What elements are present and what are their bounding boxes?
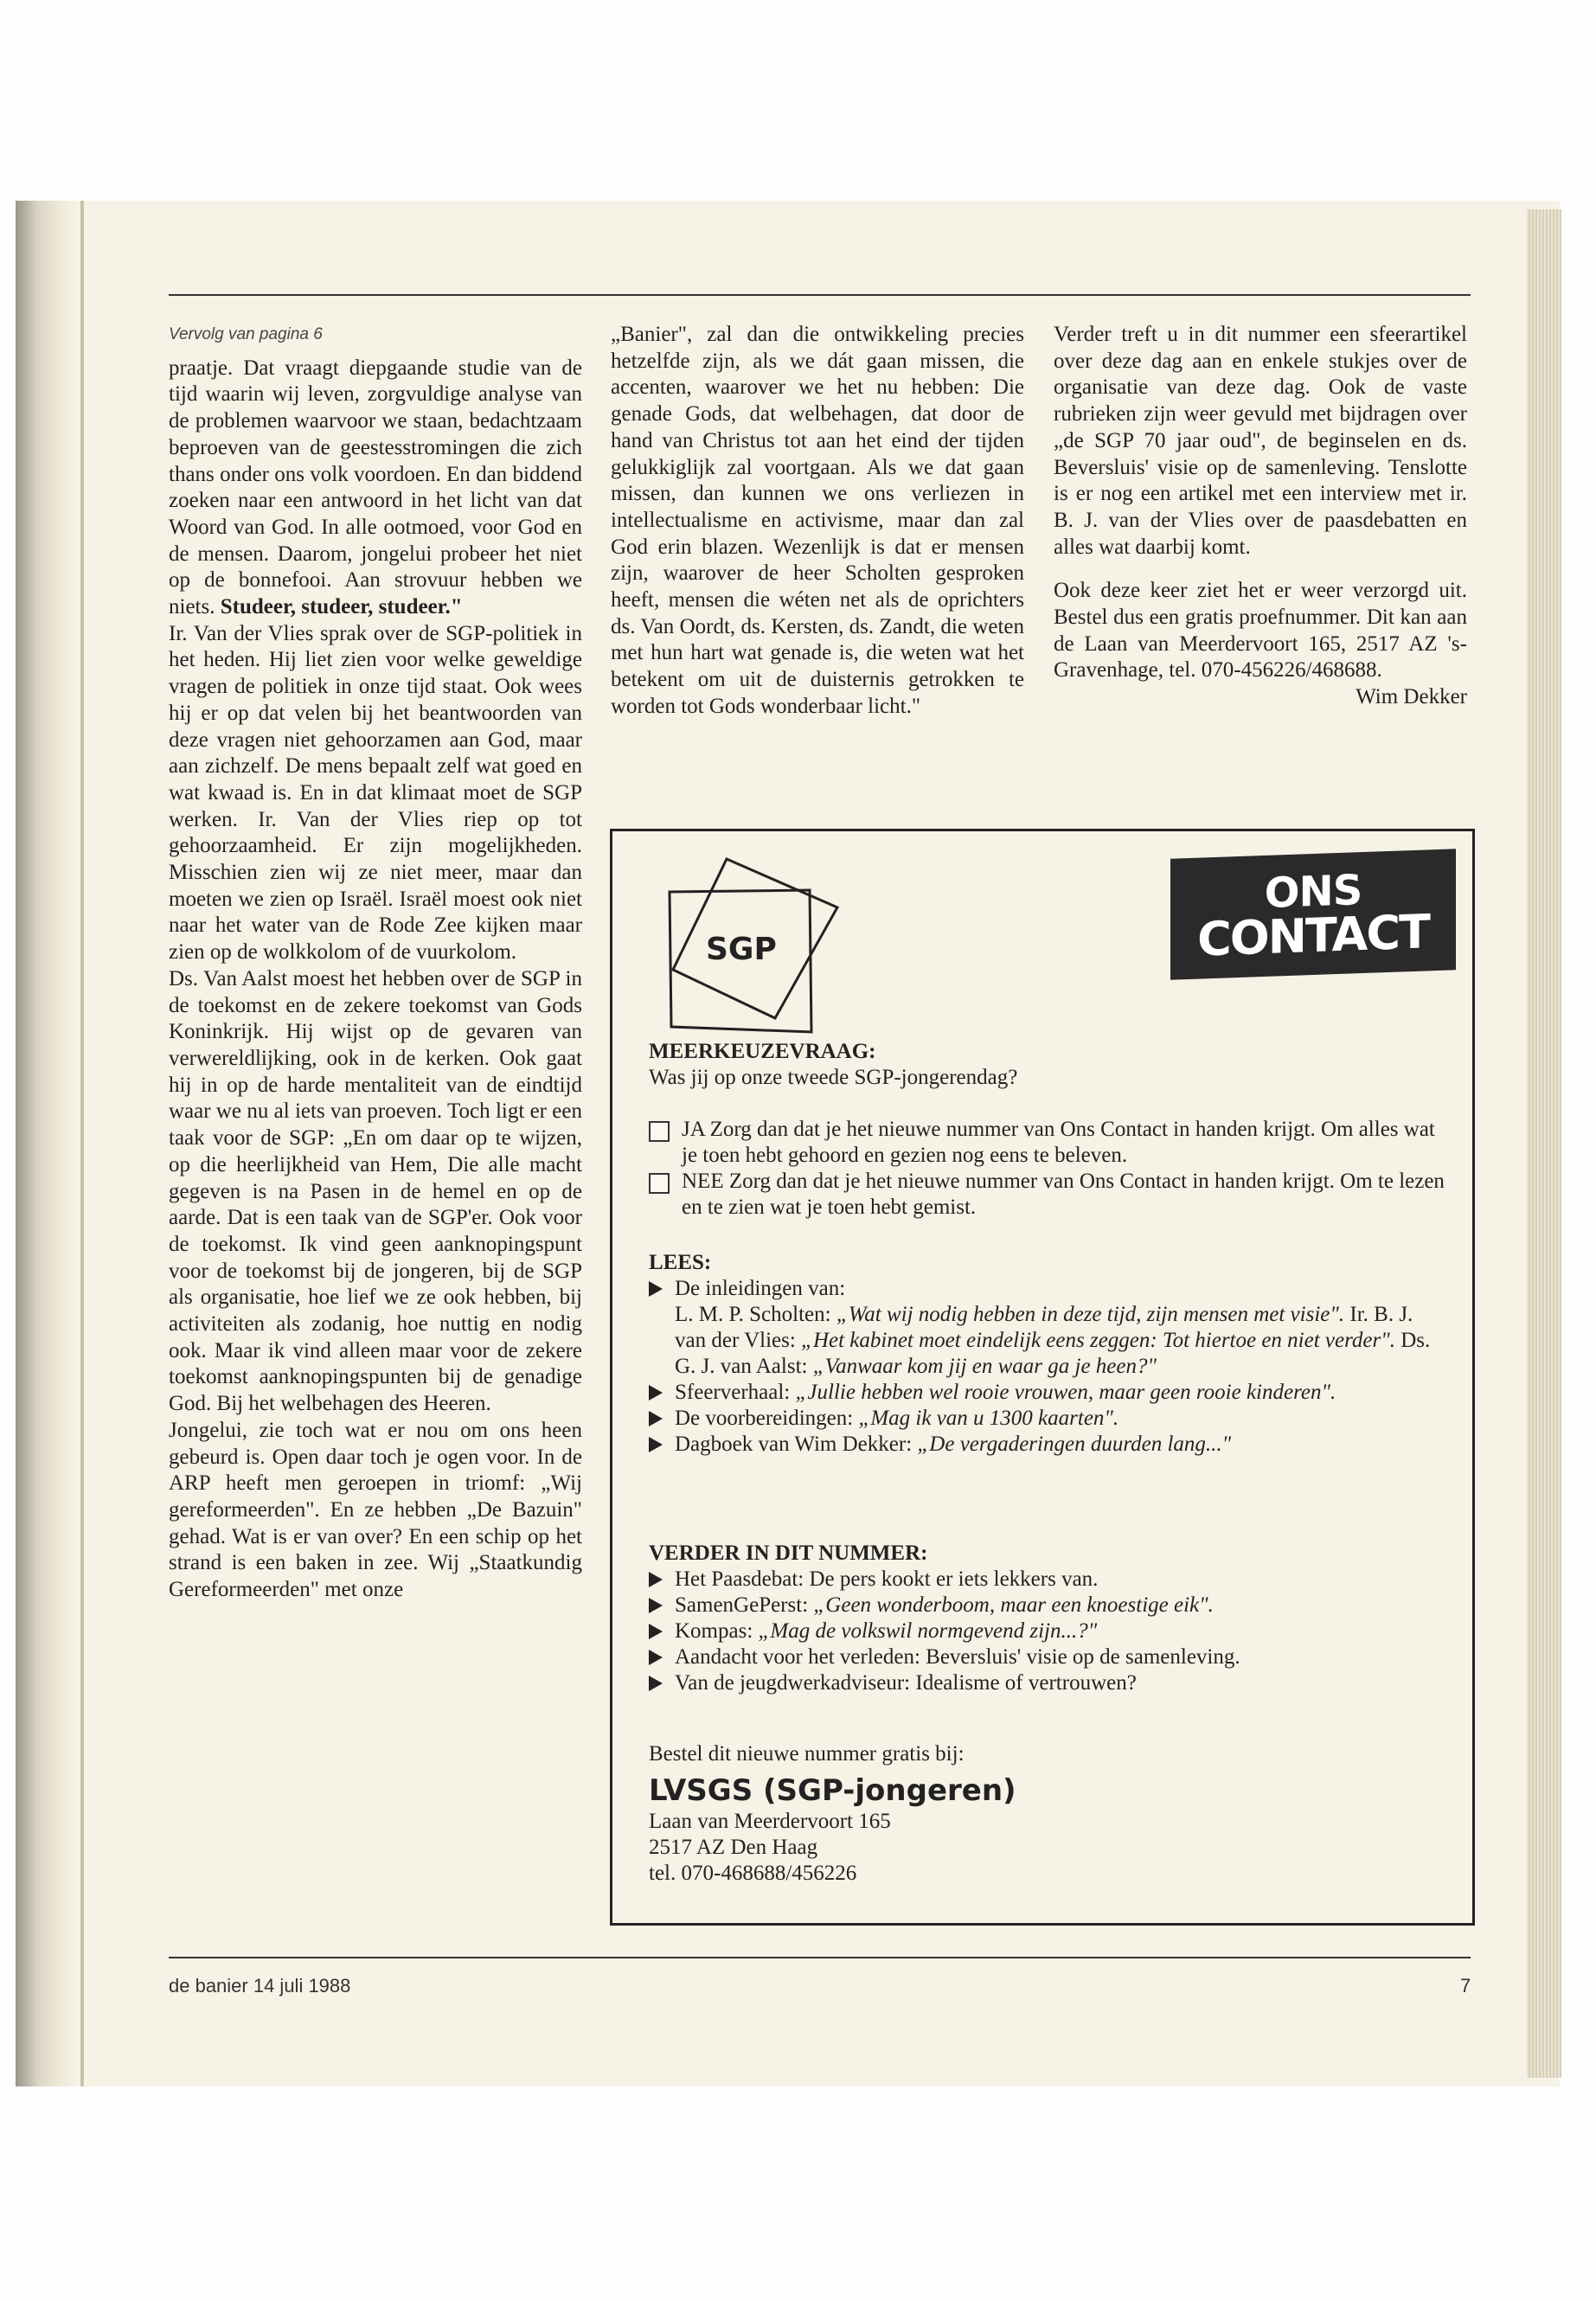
emphasis-text: Studeer, studeer, studeer." bbox=[220, 595, 463, 619]
bullet-triangle-icon bbox=[649, 1676, 663, 1691]
bullet-triangle-icon bbox=[649, 1598, 663, 1613]
address-line: 2517 AZ Den Haag bbox=[649, 1836, 818, 1859]
verder-item: Het Paasdebat: De pers kookt er iets lekkers van. bbox=[649, 1567, 1446, 1593]
bullet-triangle-icon bbox=[649, 1572, 663, 1587]
verder-item: Kompas: „Mag de volkswil normgevend zijn...?" bbox=[649, 1618, 1446, 1644]
lees-item-inleidingen: De inleidingen van: bbox=[649, 1276, 1446, 1302]
banner-line-1: ONS bbox=[1264, 866, 1362, 918]
lees-section bbox=[649, 1250, 1446, 1458]
continuation-note: Vervolg van pagina 6 bbox=[169, 325, 323, 343]
verder-item: Van de jeugdwerkadviseur: Idealisme of vertrouwen? bbox=[649, 1670, 1446, 1696]
ons-contact-banner bbox=[1170, 849, 1456, 980]
checkbox[interactable] bbox=[649, 1121, 670, 1142]
article-paragraph: Ir. Van der Vlies sprak over de SGP-politiek in het heden. Hij liet zien voor welke geweldige vragen de politiek in onze tijd staat. Ook wees hij er op dat velen bij het beantwoorden van deze vragen niet gehoorzamen aan God, maar aan zichzelf. De mens bepaalt zelf wat goed en wat kwaad is. En in dat klimaat moet de SGP werken. Ir. Van der Vlies riep op tot gehoorzaamheid. Er zijn mogelijkheden. Misschien zien wij ze niet meer, maar dan moeten we zien op Israël. Israël moest ook niet naar het water van de Rode Zee kijken maar zien op de wolkkolom of de vuurkolom. bbox=[169, 621, 582, 965]
checkbox[interactable] bbox=[649, 1173, 670, 1194]
option-nee bbox=[649, 1169, 1446, 1221]
bottom-rule bbox=[169, 1957, 1471, 1958]
verder-item: Aandacht voor het verleden: Beversluis' visie op de samenleving. bbox=[649, 1644, 1446, 1670]
article-paragraph: Ds. Van Aalst moest het hebben over de SGP in de toekomst en de zekere toekomst van Gods Koninkrijk. Hij wijst op de gevaren van verwereldlijking, ook in de kerken. Ook gaat hij in op de harde mentaliteit van de eindtijd waar we nu al iets van proeven. Toch ligt er een taak voor de SGP: „En om daar op te wijzen, op die heerlijkheid van Hem, Die alle macht gegeven is na Pasen in de hemel en op de aarde. Dat is een taak van de SGP'er. Ook voor de toekomst. Ik vind geen aanknopingspunt voor de toekomst bij de jongeren, bij de SGP als organisatie, hoe lief we ze ook hebben, bij activiteiten als zodanig, hoe nuttig en nodig ook. Maar ik vind alleen maar voor de zekere toekomst aanknopingspunten bij de genadige God. Bij het welbehagen des Heeren. bbox=[169, 966, 582, 1416]
advertisement-box bbox=[610, 829, 1475, 1926]
address-line: tel. 070-468688/456226 bbox=[649, 1862, 857, 1885]
order-section bbox=[649, 1741, 1446, 1887]
lees-item-sfeerverhaal: Sfeerverhaal: „Jullie hebben wel rooie vrouwen, maar geen rooie kinderen". bbox=[649, 1380, 1446, 1406]
quiz-section bbox=[649, 1039, 1446, 1221]
sgp-logo bbox=[664, 849, 846, 1039]
quiz-heading: MEERKEUZEVRAAG: bbox=[649, 1040, 876, 1063]
option-text: JA Zorg dan dat je het nieuwe nummer van Ons Contact in handen krijgt. Om alles wat je toen hebt gehoord en gezien nog eens te beleven. bbox=[682, 1118, 1435, 1167]
organization-name: LVSGS (SGP-jongeren) bbox=[649, 1773, 1016, 1808]
address-line: Laan van Meerdervoort 165 bbox=[649, 1810, 891, 1833]
bullet-triangle-icon bbox=[649, 1650, 663, 1665]
page-number: 7 bbox=[1460, 1975, 1471, 1997]
article-paragraph: Verder treft u in dit nummer een sfeerartikel over deze dag aan en enkele stukjes over de organisatie van deze dag. Ook de vaste rubrieken zijn weer gevuld met bijdragen over „de SGP 70 jaar oud", de beginselen en ds. Beversluis' visie op de samenleving. Tenslotte is er nog een artikel met een interview met ir. B. J. van der Vlies over de paasdebatten en alles wat daarbij komt. bbox=[1054, 323, 1467, 559]
quiz-question: Was jij op onze tweede SGP-jongerendag? bbox=[649, 1066, 1018, 1089]
book-spine bbox=[16, 201, 78, 2086]
article-paragraph: Ook deze keer ziet het er weer verzorgd uit. Bestel dus een gratis proefnummer. Dit kan aan de Laan van Meerdervoort 165, 2517 AZ 's-Gravenhage, tel. 070-456226/468688. bbox=[1054, 579, 1467, 683]
logo-text: SGP bbox=[706, 932, 777, 967]
lees-speakers: L. M. P. Scholten: „Wat wij nodig hebben in deze tijd, zijn mensen met visie". Ir. B. J. van der Vlies: „Het kabinet moet eindelijk eens zeggen: Tot hiertoe en niet verder". Ds. G. J. van Aalst: „Vanwaar kom jij en waar ga je heen?" bbox=[675, 1303, 1431, 1378]
order-text: Bestel dit nieuwe nummer gratis bij: bbox=[649, 1742, 965, 1766]
verder-heading: VERDER IN DIT NUMMER: bbox=[649, 1541, 928, 1565]
column-1 bbox=[169, 322, 582, 1604]
column-2 bbox=[611, 322, 1024, 721]
lees-item-dagboek: Dagboek van Wim Dekker: „De vergaderingen duurden lang..." bbox=[649, 1432, 1446, 1458]
bullet-triangle-icon bbox=[649, 1437, 663, 1452]
spine-fold-line bbox=[80, 201, 84, 2086]
bullet-triangle-icon bbox=[649, 1624, 663, 1639]
bullet-triangle-icon bbox=[649, 1411, 663, 1426]
article-paragraph: Jongelui, zie toch wat er nou om ons heen gebeurd is. Open daar toch je ogen voor. In de ARP heeft men geroepen in triomf: „Wij gereformeerden". En ze hebben „De Bazuin" gehad. Wat is er van over? En een schip op het strand is een baken in zee. Wij „Staatkundig Gereformeerden" met onze bbox=[169, 1418, 582, 1602]
option-ja bbox=[649, 1117, 1446, 1169]
article-paragraph: praatje. Dat vraagt diepgaande studie van de tijd waarin wij leven, zorgvuldige analyse van de problemen waarvoor we staan, bedachtzaam beproeven van de geestesstromingen die zich thans onder ons volk voordoen. En dan biddend zoeken naar een antwoord in het licht van dat Woord van God. In alle ootmoed, voor God en de mensen. Daarom, jongelui probeer het niet op de bonnefooi. Aan strovuur hebben we niets. Studeer, studeer, studeer." bbox=[169, 356, 582, 619]
author-signature: Wim Dekker bbox=[1356, 685, 1467, 709]
verder-section bbox=[649, 1541, 1446, 1696]
verder-item: SamenGePerst: „Geen wonderboom, maar een knoestige eik". bbox=[649, 1593, 1446, 1618]
lees-heading: LEES: bbox=[649, 1251, 712, 1274]
top-rule bbox=[169, 294, 1471, 296]
column-3 bbox=[1054, 322, 1467, 711]
article-paragraph: „Banier", zal dan die ontwikkeling precies hetzelfde zijn, als we dát gaan missen, die accenten, waarover we het nu hebben: Die genade Gods, dat welbehagen, dat door de hand van Christus tot aan het eind der tijden gelukkiglijk zal voortgaan. Als we dat gaan missen, dan kunnen we ons verliezen in intellectualisme en activisme, maar dan zal God erin blazen. Wezenlijk is dat er mensen zijn, waarover de heer Scholten gesproken heeft, mensen die wéten net als de oprichters ds. Van Oordt, ds. Kersten, ds. Zandt, die weten met hun hart wat genade is, die weten wat het betekent om uit de duisternis getrokken te worden tot Gods wonderbaar licht." bbox=[611, 323, 1024, 718]
bullet-triangle-icon bbox=[649, 1385, 663, 1400]
option-text: NEE Zorg dan dat je het nieuwe nummer van Ons Contact in handen krijgt. Om te lezen en te zien wat je toen hebt gemist. bbox=[682, 1170, 1445, 1219]
page-edges bbox=[1527, 209, 1561, 2078]
footer-publication: de banier 14 juli 1988 bbox=[169, 1975, 351, 1997]
lees-item-voorbereidingen: De voorbereidingen: „Mag ik van u 1300 kaarten". bbox=[649, 1406, 1446, 1432]
banner-line-2: CONTACT bbox=[1197, 904, 1429, 967]
bullet-triangle-icon bbox=[649, 1281, 663, 1297]
